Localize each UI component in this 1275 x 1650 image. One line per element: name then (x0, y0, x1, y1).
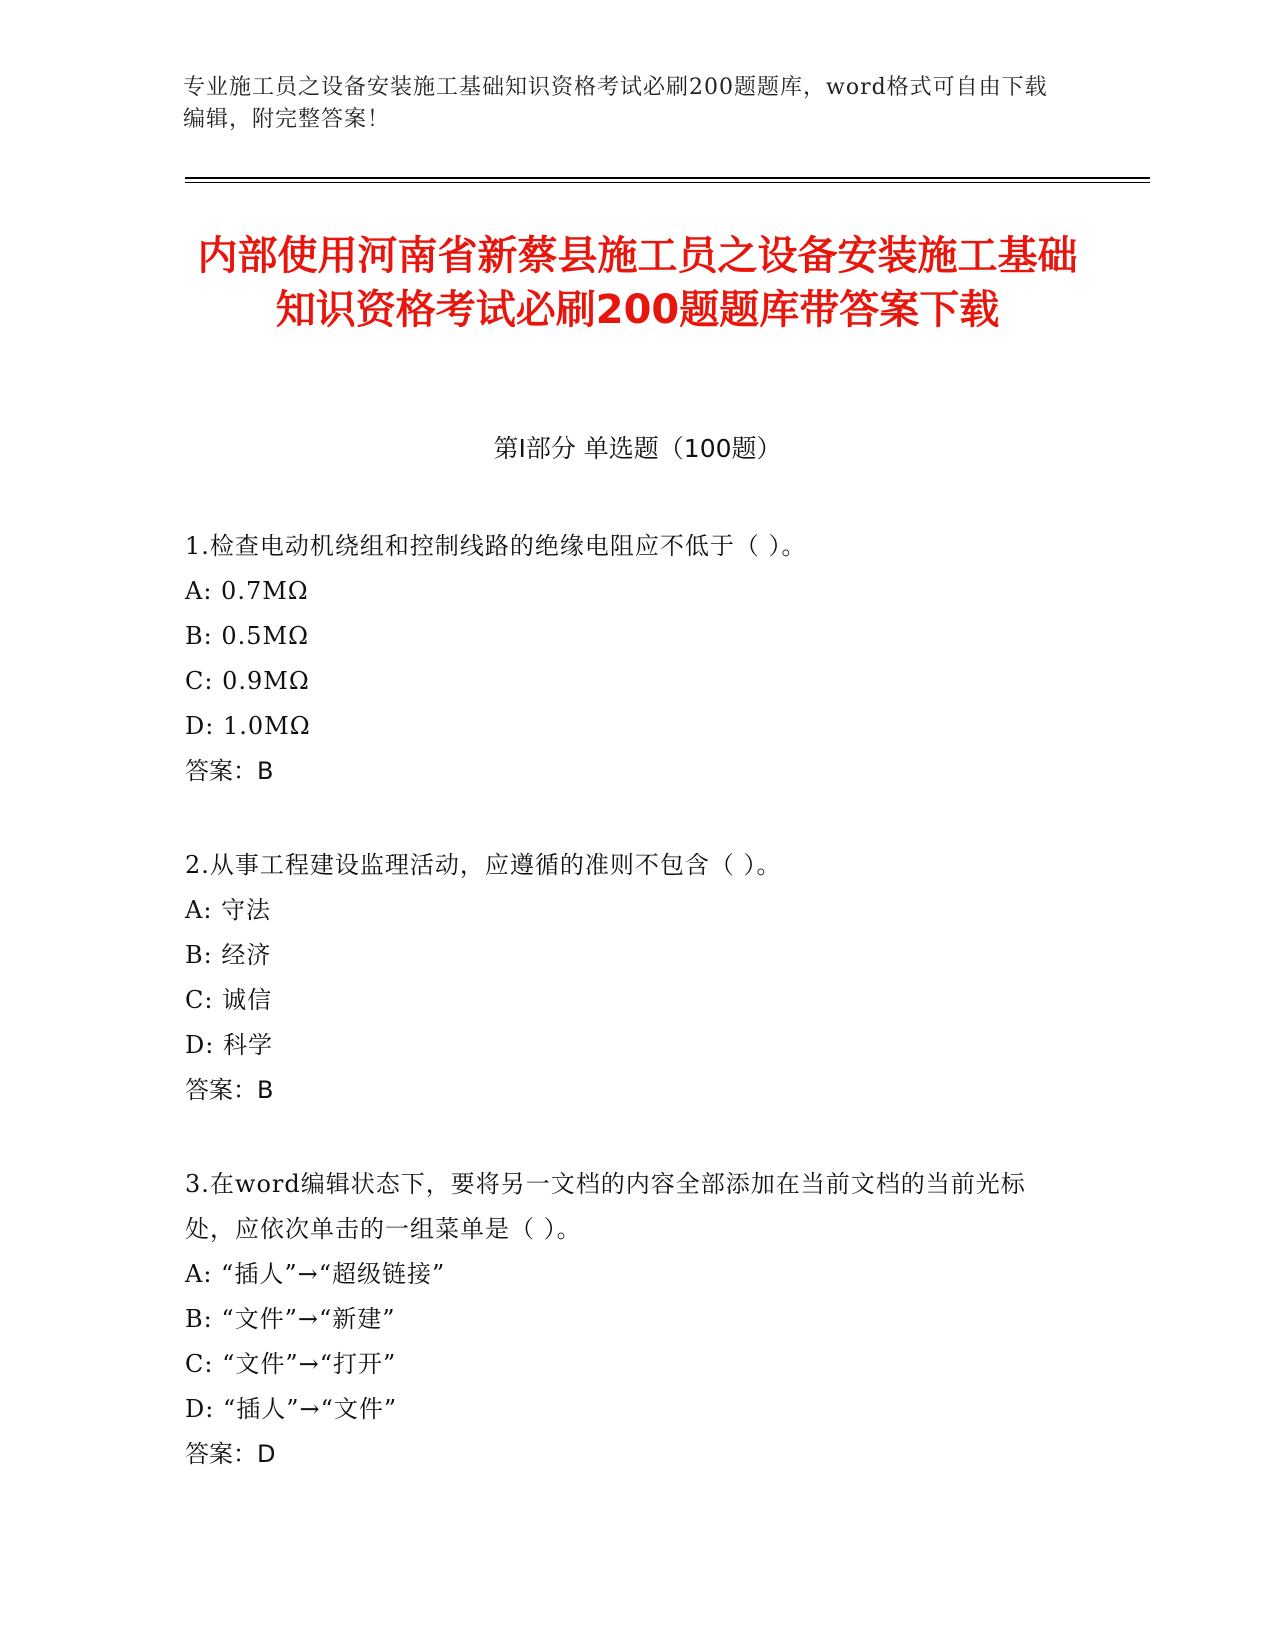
option-b: B: “文件”→“新建” (185, 1305, 396, 1333)
question-1 (185, 524, 1075, 794)
option-d: D: 科学 (185, 1031, 273, 1059)
question-stem: 2.从事工程建设监理活动，应遵循的准则不包含（ ）。 (185, 851, 782, 879)
option-d: D: “插人”→“文件” (185, 1395, 398, 1423)
header-rule-thick (185, 177, 1150, 179)
document-title: 内部使用河南省新蔡县施工员之设备安装施工基础知识资格考试必刷200题题库带答案下载 (197, 233, 1078, 333)
option-d: D: 1.0MΩ (185, 712, 311, 740)
section-title: 第Ⅰ部分 单选题（100题） (493, 434, 782, 463)
question-3 (185, 1162, 1075, 1477)
answer-line: 答案：D (185, 1440, 276, 1468)
option-c: C: 0.9MΩ (185, 667, 310, 695)
option-c: C: 诚信 (185, 986, 273, 1014)
option-a: A: 0.7MΩ (185, 577, 309, 605)
answer-line: 答案：B (185, 1076, 274, 1104)
option-a: A: “插人”→“超级链接” (185, 1260, 446, 1288)
option-a: A: 守法 (185, 896, 272, 924)
question-stem: 1.检查电动机绕组和控制线路的绝缘电阻应不低于（ ）。 (185, 532, 807, 560)
header-note: 专业施工员之设备安装施工基础知识资格考试必刷200题题库，word格式可自由下载编辑，附完整答案！ (183, 75, 1048, 132)
option-b: B: 0.5MΩ (185, 622, 309, 650)
option-b: B: 经济 (185, 941, 272, 969)
header-rule-thin (185, 182, 1150, 183)
question-2 (185, 843, 1075, 1113)
option-c: C: “文件”→“打开” (185, 1350, 397, 1378)
question-stem: 3.在word编辑状态下，要将另一文档的内容全部添加在当前文档的当前光标处，应依次单击的一组菜单是（ ）。 (185, 1170, 1026, 1243)
answer-line: 答案：B (185, 757, 274, 785)
